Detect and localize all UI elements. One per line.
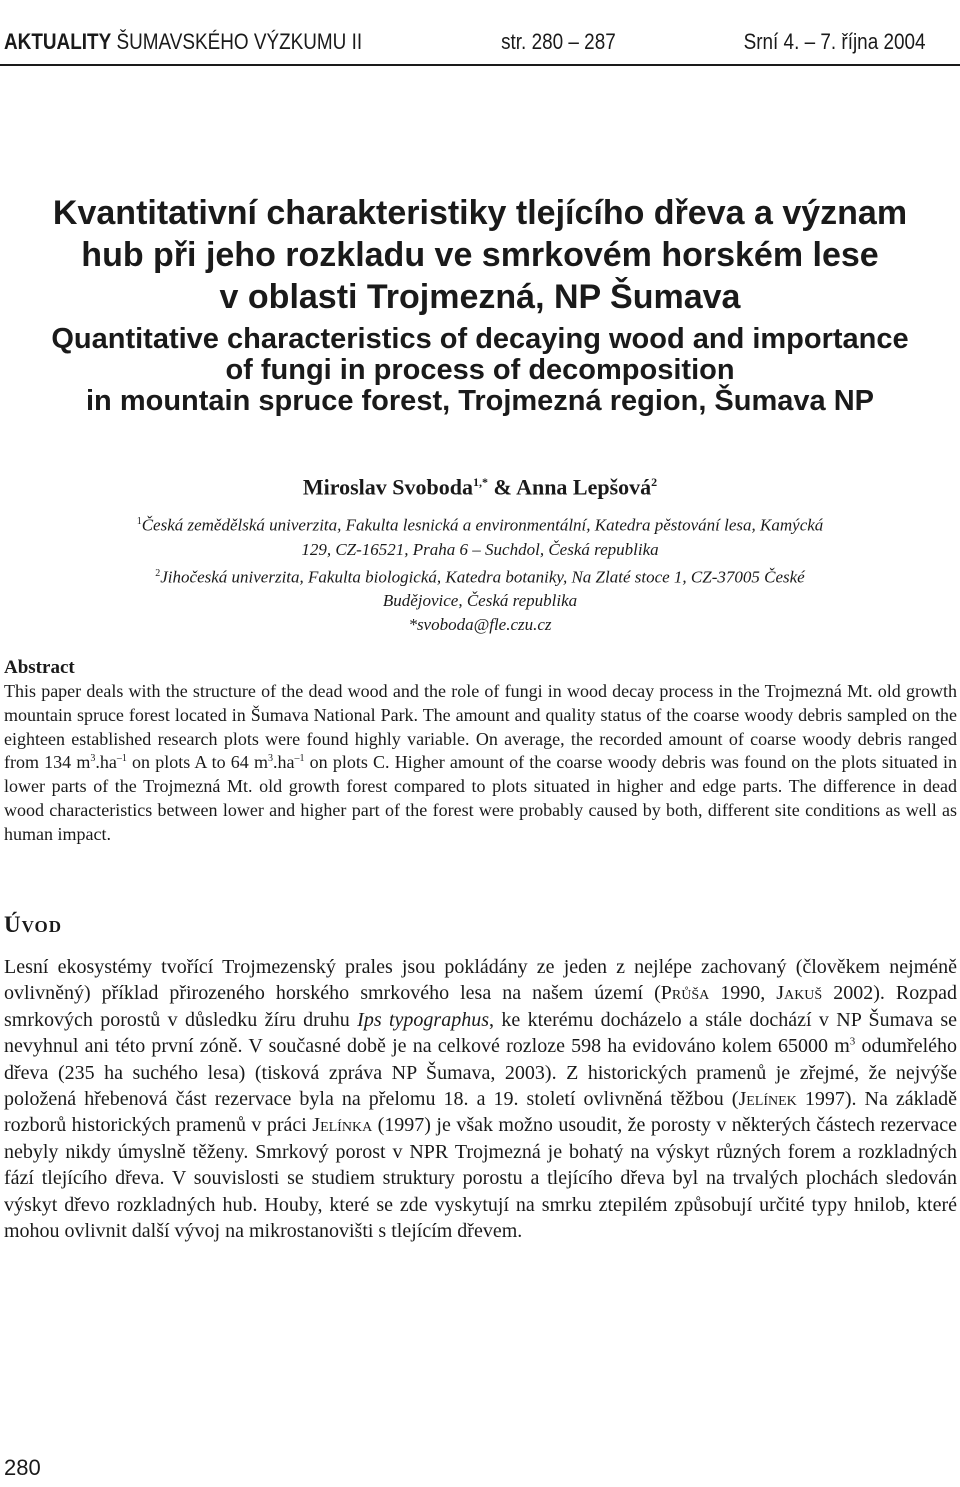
abstract-heading: Abstract	[4, 657, 75, 678]
abstract-text: This paper deals with the structure of the dead wood and the role of fungi in wood decay process in the Trojmezná Mt. old growth mountain spruce forest located in Šumava National Park. The amount and quality status of the coarse woody debris sampled on the eighteen established research plots were found highly variable. On average, the recorded amount of coarse woody debris ranged from 134 $m^3.ha^{-1}$ on plots A to 64 $m^3.ha^{-1}$ on plots C. Higher amount of the coarse woody debris was found on the plots situated in lower parts of the Trojmezná Mt. old growth forest compared to plots situated in higher and edge parts. The difference in dead wood characteristics between lower and higher part of the forest were probably caused by both, different site conditions as well as human impact.	[4, 681, 957, 844]
affiliation-1	[0, 510, 960, 562]
journal-name-rest: ŠUMAVSKÉHO VÝZKUMU II	[116, 29, 363, 54]
running-header	[4, 28, 956, 62]
affiliations	[0, 510, 960, 637]
affiliation-mark: 2	[155, 567, 161, 579]
title-cz-line: v oblasti Trojmezná, NP Šumava	[219, 278, 741, 316]
author-name: Miroslav Svoboda	[302, 474, 473, 500]
title-cz-line: hub při jeho rozkladu ve smrkovém horském lese	[81, 236, 879, 274]
title-english	[0, 324, 960, 417]
affiliation-text: Budějovice, Česká republika	[382, 591, 578, 611]
citation-author: Jakuš	[776, 982, 823, 1005]
author-name: Anna Lepšová	[516, 474, 652, 500]
affiliation-2	[0, 562, 960, 614]
affiliation-mark: 1	[136, 516, 142, 527]
title-czech	[0, 192, 960, 318]
intro-heading: ÚVOD	[4, 912, 63, 937]
title-en-line: in mountain spruce forest, Trojmezná region, Šumava NP	[86, 385, 874, 417]
contact-email[interactable]: *svoboda@fle.czu.cz	[408, 615, 552, 635]
author-mark: 1,*	[472, 475, 488, 489]
page-number: 280	[4, 1455, 41, 1480]
intro-paragraph: Lesní ekosystémy tvořící Trojmezenský prales jsou pokládány ze jeden z nejlépe zachovaný (člověkem nejméně ovlivněný) příklad přirozeného horského smrkového lesa na našem území (Průša 1990, Jakuš 2002). Rozpad smrkových porostů v důsledku žíru druhu Ips typographus, ke kterému docházelo a stále dochází v NP Šumava se nevyhnul ani této první zóně. V současné době je na celkové rozloze 598 ha evidováno kolem 65000 $m^3$ odumřelého dřeva (235 ha suchého lesa) (tisková zpráva NP Šumava, 2003). Z historických pramenů je zřejmé, že nejvýše položená hřebenová část rezervace byla na přelomu 18. a 19. století ovlivněná těžbou (Jelínek 1997). Na základě rozborů historických pramenů v práci Jelínka (1997) je však možno usoudit, že porosty v některých částech rezervace nebyly nikdy úmyslně těženy. Smrkový porost v NPR Trojmezná je bohatý na výskyt různých forem a rozkladných fází tlejícího dřeva. V souvislosti se studiem struktury porostu a tlejícího dřeva byl na trvalých plochách sledován výskyt dřevo rozkladných hub. Houby, které se zde vyskytují na smrku ztepilém způsobují určité typy hnilob, které mohou ovlivnit další vývoj na mikrostanovišti s tlejícím dřevem.	[4, 956, 958, 1243]
species-name: Ips typographus	[357, 1008, 490, 1031]
title-block	[0, 192, 960, 417]
conference-date: Srní 4. – 7. října 2004	[743, 29, 926, 54]
journal-name-bold: AKTUALITY	[4, 29, 112, 54]
page-range: str. 280 – 287	[501, 29, 616, 54]
title-en-line: Quantitative characteristics of decaying wood and importance	[51, 323, 909, 355]
citation-author: Průša	[660, 982, 710, 1005]
header-divider	[0, 64, 960, 66]
author-separator: &	[487, 474, 517, 500]
affiliation-text: Jihočeská univerzita, Fakulta biologická, Katedra botaniky, Na Zlaté stoce 1, CZ-37005 České	[160, 567, 805, 587]
title-cz-line: Kvantitativní charakteristiky tlejícího dřeva a význam	[52, 194, 908, 232]
title-en-line: of fungi in process of decomposition	[225, 354, 735, 386]
citation-author: Jelínka	[312, 1114, 373, 1137]
intro-section	[4, 954, 957, 1244]
affiliation-text: Česká zemědělská univerzita, Fakulta lesnická a environmentální, Katedra pěstování lesa, Kamýcká	[141, 515, 824, 535]
affiliation-text: 129, CZ-16521, Praha 6 – Suchdol, Česká republika	[301, 539, 659, 559]
citation-author: Jelínek	[738, 1088, 797, 1111]
author-mark: 2	[651, 475, 658, 489]
author-line	[0, 467, 960, 502]
abstract-section	[4, 656, 957, 847]
